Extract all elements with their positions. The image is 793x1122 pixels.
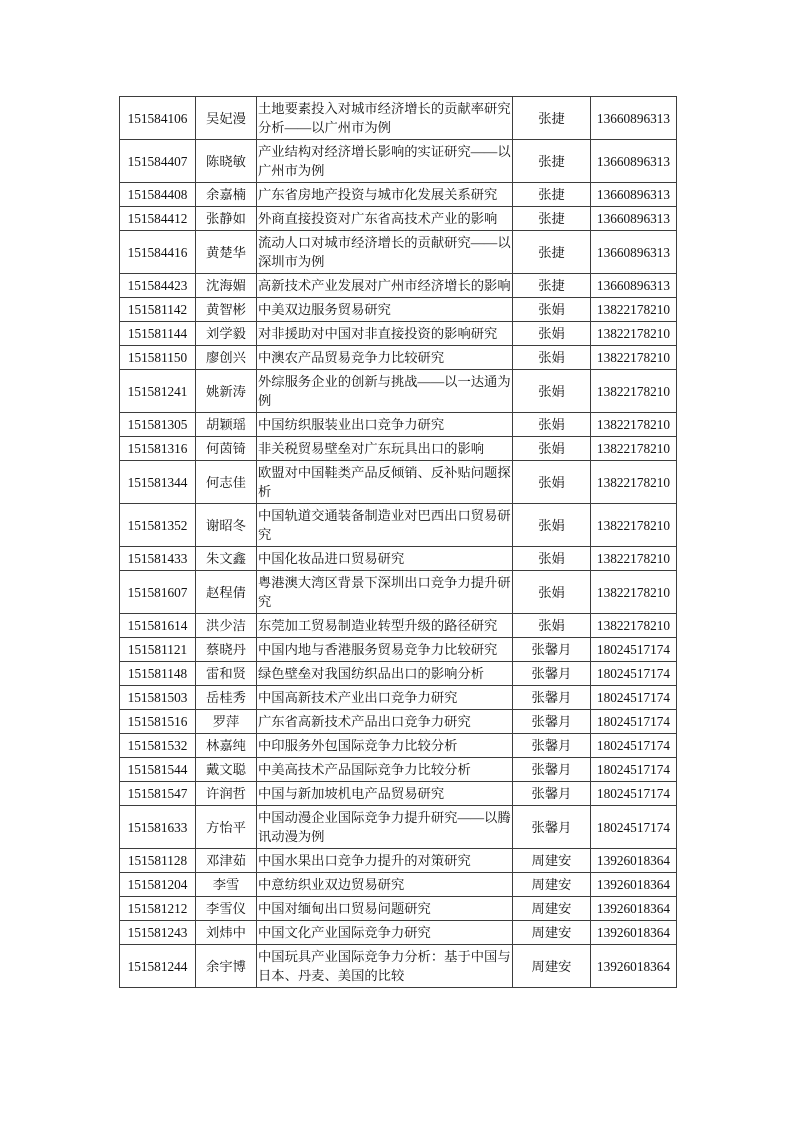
advisor-phone-cell: 13660896313	[591, 207, 677, 231]
advisor-name-cell: 张馨月	[513, 806, 591, 849]
student-id-cell: 151584412	[120, 207, 196, 231]
student-id-cell: 151581503	[120, 686, 196, 710]
thesis-title-cell: 高新技术产业发展对广州市经济增长的影响	[257, 274, 513, 298]
student-name-cell: 刘炜中	[196, 921, 257, 945]
advisor-phone-cell: 18024517174	[591, 638, 677, 662]
table-row	[120, 322, 677, 346]
advisor-name-cell: 张捷	[513, 274, 591, 298]
student-id-cell: 151581516	[120, 710, 196, 734]
advisor-phone-cell: 13822178210	[591, 571, 677, 614]
advisor-phone-cell: 13660896313	[591, 274, 677, 298]
advisor-phone-cell: 18024517174	[591, 662, 677, 686]
advisor-name-cell: 张馨月	[513, 782, 591, 806]
advisor-name-cell: 张娟	[513, 614, 591, 638]
table-row	[120, 298, 677, 322]
student-id-cell: 151581547	[120, 782, 196, 806]
advisor-name-cell: 张捷	[513, 231, 591, 274]
thesis-title-cell: 土地要素投入对城市经济增长的贡献率研究分析——以广州市为例	[257, 97, 513, 140]
advisor-name-cell: 张娟	[513, 370, 591, 413]
thesis-title-cell: 非关税贸易壁垒对广东玩具出口的影响	[257, 437, 513, 461]
advisor-phone-cell: 13660896313	[591, 231, 677, 274]
student-name-cell: 李雪	[196, 873, 257, 897]
student-id-cell: 151581544	[120, 758, 196, 782]
student-name-cell: 余宇博	[196, 945, 257, 988]
student-name-cell: 林嘉纯	[196, 734, 257, 758]
student-id-cell: 151581433	[120, 547, 196, 571]
table-row	[120, 662, 677, 686]
table-row	[120, 945, 677, 988]
thesis-title-cell: 外商直接投资对广东省高技术产业的影响	[257, 207, 513, 231]
table-row	[120, 614, 677, 638]
student-name-cell: 刘学毅	[196, 322, 257, 346]
thesis-assignment-table	[119, 96, 677, 988]
thesis-title-cell: 中国对缅甸出口贸易问题研究	[257, 897, 513, 921]
advisor-name-cell: 张馨月	[513, 710, 591, 734]
table-row	[120, 437, 677, 461]
student-name-cell: 岳桂秀	[196, 686, 257, 710]
thesis-title-cell: 对非援助对中国对非直接投资的影响研究	[257, 322, 513, 346]
student-id-cell: 151581243	[120, 921, 196, 945]
advisor-name-cell: 周建安	[513, 897, 591, 921]
thesis-title-cell: 流动人口对城市经济增长的贡献研究——以深圳市为例	[257, 231, 513, 274]
student-id-cell: 151581148	[120, 662, 196, 686]
advisor-name-cell: 周建安	[513, 921, 591, 945]
student-id-cell: 151581344	[120, 461, 196, 504]
thesis-title-cell: 中国玩具产业国际竞争力分析：基于中国与日本、丹麦、美国的比较	[257, 945, 513, 988]
advisor-phone-cell: 13822178210	[591, 614, 677, 638]
table-row	[120, 571, 677, 614]
thesis-title-cell: 中国内地与香港服务贸易竞争力比较研究	[257, 638, 513, 662]
advisor-name-cell: 张捷	[513, 97, 591, 140]
table-row	[120, 370, 677, 413]
advisor-phone-cell: 13926018364	[591, 849, 677, 873]
student-name-cell: 何茵锜	[196, 437, 257, 461]
table-row	[120, 849, 677, 873]
advisor-phone-cell: 13822178210	[591, 461, 677, 504]
student-id-cell: 151581316	[120, 437, 196, 461]
student-name-cell: 洪少洁	[196, 614, 257, 638]
student-name-cell: 方怡平	[196, 806, 257, 849]
student-name-cell: 朱文鑫	[196, 547, 257, 571]
advisor-name-cell: 张馨月	[513, 638, 591, 662]
student-id-cell: 151581352	[120, 504, 196, 547]
advisor-phone-cell: 13822178210	[591, 346, 677, 370]
advisor-phone-cell: 13926018364	[591, 897, 677, 921]
thesis-title-cell: 中意纺织业双边贸易研究	[257, 873, 513, 897]
student-id-cell: 151581241	[120, 370, 196, 413]
advisor-phone-cell: 13926018364	[591, 873, 677, 897]
advisor-name-cell: 张娟	[513, 322, 591, 346]
student-id-cell: 151581633	[120, 806, 196, 849]
advisor-phone-cell: 13822178210	[591, 504, 677, 547]
advisor-name-cell: 张娟	[513, 547, 591, 571]
student-name-cell: 雷和贤	[196, 662, 257, 686]
thesis-title-cell: 绿色壁垒对我国纺织品出口的影响分析	[257, 662, 513, 686]
student-id-cell: 151581144	[120, 322, 196, 346]
advisor-name-cell: 张娟	[513, 298, 591, 322]
thesis-title-cell: 产业结构对经济增长影响的实证研究——以广州市为例	[257, 140, 513, 183]
student-id-cell: 151584106	[120, 97, 196, 140]
thesis-title-cell: 中国动漫企业国际竞争力提升研究——以腾讯动漫为例	[257, 806, 513, 849]
advisor-phone-cell: 13660896313	[591, 97, 677, 140]
student-name-cell: 李雪仪	[196, 897, 257, 921]
thesis-title-cell: 广东省房地产投资与城市化发展关系研究	[257, 183, 513, 207]
thesis-title-cell: 广东省高新技术产品出口竞争力研究	[257, 710, 513, 734]
table-row	[120, 710, 677, 734]
advisor-name-cell: 张捷	[513, 207, 591, 231]
advisor-phone-cell: 13822178210	[591, 298, 677, 322]
table-row	[120, 140, 677, 183]
student-id-cell: 151581150	[120, 346, 196, 370]
table-body	[120, 97, 677, 988]
student-id-cell: 151581204	[120, 873, 196, 897]
advisor-phone-cell: 18024517174	[591, 710, 677, 734]
student-id-cell: 151581244	[120, 945, 196, 988]
student-id-cell: 151581305	[120, 413, 196, 437]
advisor-name-cell: 张娟	[513, 461, 591, 504]
student-name-cell: 陈晓敏	[196, 140, 257, 183]
thesis-title-cell: 外综服务企业的创新与挑战——以一达通为例	[257, 370, 513, 413]
student-id-cell: 151581121	[120, 638, 196, 662]
advisor-phone-cell: 13822178210	[591, 547, 677, 571]
advisor-name-cell: 张娟	[513, 413, 591, 437]
advisor-phone-cell: 13822178210	[591, 437, 677, 461]
advisor-phone-cell: 13926018364	[591, 921, 677, 945]
student-name-cell: 谢昭冬	[196, 504, 257, 547]
student-id-cell: 151584423	[120, 274, 196, 298]
table-row	[120, 686, 677, 710]
advisor-name-cell: 周建安	[513, 873, 591, 897]
table-row	[120, 806, 677, 849]
thesis-title-cell: 中澳农产品贸易竞争力比较研究	[257, 346, 513, 370]
advisor-phone-cell: 13822178210	[591, 413, 677, 437]
advisor-name-cell: 张娟	[513, 437, 591, 461]
thesis-title-cell: 中国高新技术产业出口竞争力研究	[257, 686, 513, 710]
advisor-phone-cell: 18024517174	[591, 806, 677, 849]
student-name-cell: 许润哲	[196, 782, 257, 806]
student-id-cell: 151581607	[120, 571, 196, 614]
table-row	[120, 734, 677, 758]
thesis-title-cell: 欧盟对中国鞋类产品反倾销、反补贴问题探析	[257, 461, 513, 504]
student-name-cell: 黄智彬	[196, 298, 257, 322]
advisor-name-cell: 周建安	[513, 849, 591, 873]
table-row	[120, 782, 677, 806]
table-row	[120, 97, 677, 140]
table-row	[120, 638, 677, 662]
advisor-name-cell: 张捷	[513, 183, 591, 207]
student-name-cell: 邓津茹	[196, 849, 257, 873]
student-id-cell: 151581128	[120, 849, 196, 873]
advisor-phone-cell: 18024517174	[591, 686, 677, 710]
table-row	[120, 547, 677, 571]
advisor-name-cell: 周建安	[513, 945, 591, 988]
thesis-title-cell: 中国化妆品进口贸易研究	[257, 547, 513, 571]
table-row	[120, 873, 677, 897]
student-name-cell: 姚新涛	[196, 370, 257, 413]
student-id-cell: 151581142	[120, 298, 196, 322]
table-row	[120, 921, 677, 945]
table-row	[120, 346, 677, 370]
table-row	[120, 207, 677, 231]
table-row	[120, 504, 677, 547]
student-name-cell: 吴妃漫	[196, 97, 257, 140]
table-row	[120, 461, 677, 504]
advisor-name-cell: 张馨月	[513, 758, 591, 782]
student-name-cell: 张静如	[196, 207, 257, 231]
advisor-name-cell: 张娟	[513, 504, 591, 547]
thesis-title-cell: 中美高技术产品国际竞争力比较分析	[257, 758, 513, 782]
table-row	[120, 274, 677, 298]
student-name-cell: 戴文聪	[196, 758, 257, 782]
thesis-title-cell: 中国与新加坡机电产品贸易研究	[257, 782, 513, 806]
student-id-cell: 151584407	[120, 140, 196, 183]
table-row	[120, 897, 677, 921]
student-id-cell: 151581532	[120, 734, 196, 758]
table-row	[120, 183, 677, 207]
student-name-cell: 罗萍	[196, 710, 257, 734]
advisor-name-cell: 张馨月	[513, 686, 591, 710]
student-id-cell: 151584408	[120, 183, 196, 207]
advisor-name-cell: 张馨月	[513, 662, 591, 686]
advisor-phone-cell: 13822178210	[591, 322, 677, 346]
student-name-cell: 蔡晓丹	[196, 638, 257, 662]
student-name-cell: 何志佳	[196, 461, 257, 504]
student-name-cell: 沈海媚	[196, 274, 257, 298]
advisor-phone-cell: 13660896313	[591, 183, 677, 207]
table-row	[120, 413, 677, 437]
student-name-cell: 赵程倩	[196, 571, 257, 614]
student-id-cell: 151584416	[120, 231, 196, 274]
advisor-name-cell: 张娟	[513, 346, 591, 370]
student-name-cell: 黄楚华	[196, 231, 257, 274]
thesis-title-cell: 中国轨道交通装备制造业对巴西出口贸易研究	[257, 504, 513, 547]
thesis-title-cell: 中美双边服务贸易研究	[257, 298, 513, 322]
advisor-phone-cell: 13660896313	[591, 140, 677, 183]
student-id-cell: 151581212	[120, 897, 196, 921]
thesis-title-cell: 中国文化产业国际竞争力研究	[257, 921, 513, 945]
table-row	[120, 758, 677, 782]
thesis-title-cell: 中国水果出口竞争力提升的对策研究	[257, 849, 513, 873]
advisor-phone-cell: 18024517174	[591, 782, 677, 806]
advisor-name-cell: 张捷	[513, 140, 591, 183]
table-row	[120, 231, 677, 274]
thesis-title-cell: 东莞加工贸易制造业转型升级的路径研究	[257, 614, 513, 638]
advisor-phone-cell: 18024517174	[591, 758, 677, 782]
advisor-phone-cell: 18024517174	[591, 734, 677, 758]
student-name-cell: 廖创兴	[196, 346, 257, 370]
advisor-phone-cell: 13926018364	[591, 945, 677, 988]
thesis-title-cell: 粤港澳大湾区背景下深圳出口竞争力提升研究	[257, 571, 513, 614]
student-name-cell: 余嘉楠	[196, 183, 257, 207]
thesis-title-cell: 中印服务外包国际竞争力比较分析	[257, 734, 513, 758]
student-id-cell: 151581614	[120, 614, 196, 638]
student-name-cell: 胡颖瑶	[196, 413, 257, 437]
advisor-phone-cell: 13822178210	[591, 370, 677, 413]
advisor-name-cell: 张馨月	[513, 734, 591, 758]
advisor-name-cell: 张娟	[513, 571, 591, 614]
thesis-title-cell: 中国纺织服装业出口竞争力研究	[257, 413, 513, 437]
